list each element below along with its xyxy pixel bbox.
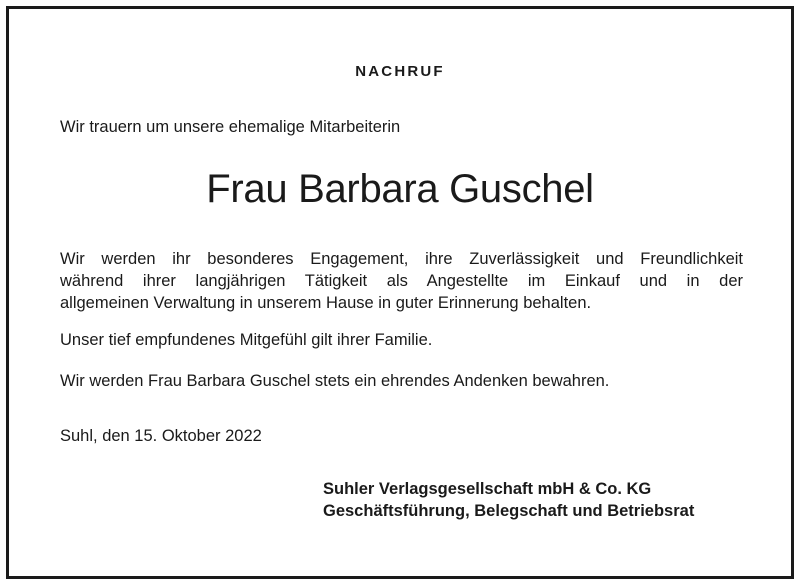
deceased-name: Frau Barbara Guschel bbox=[206, 167, 594, 211]
signature-company: Suhler Verlagsgesellschaft mbH & Co. KG bbox=[323, 480, 652, 498]
tribute-line: während ihrer langjährigen Tätigkeit als Angestellte im Einkauf und in der bbox=[60, 272, 743, 290]
tribute-line: Wir werden ihr besonderes Engagement, ihre Zuverlässigkeit und Freundlichkeit bbox=[60, 250, 743, 268]
notice-heading: NACHRUF bbox=[355, 63, 445, 80]
tribute-line: allgemeinen Verwaltung in unserem Hause in guter Erinnerung behalten. bbox=[60, 294, 592, 312]
tribute-paragraph bbox=[60, 248, 743, 314]
dateline: Suhl, den 15. Oktober 2022 bbox=[60, 427, 262, 445]
intro-text: Wir trauern um unsere ehemalige Mitarbeiterin bbox=[60, 118, 401, 136]
signature-block bbox=[323, 478, 694, 522]
sympathy-text: Unser tief empfundenes Mitgefühl gilt ihrer Familie. bbox=[60, 331, 433, 349]
remembrance-text: Wir werden Frau Barbara Guschel stets ein ehrendes Andenken bewahren. bbox=[60, 372, 610, 390]
signature-signatories: Geschäftsführung, Belegschaft und Betriebsrat bbox=[323, 502, 695, 520]
